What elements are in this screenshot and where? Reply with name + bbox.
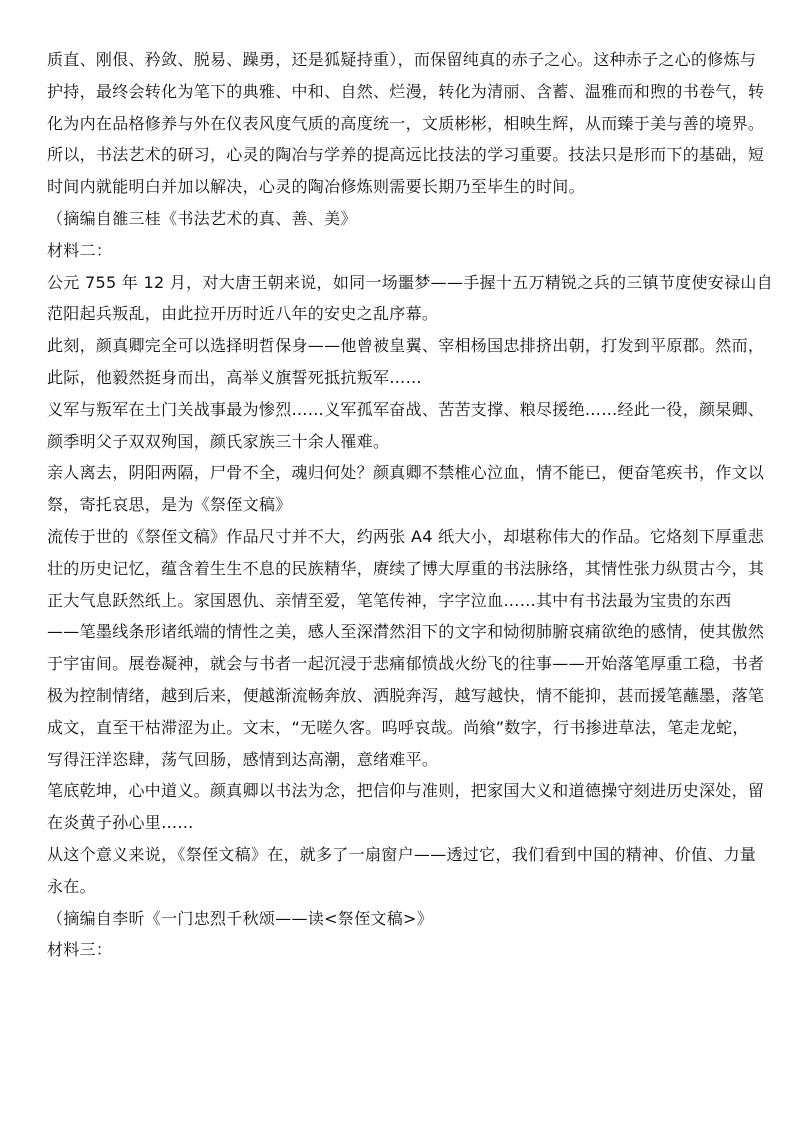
- document-page: [47, 44, 773, 966]
- section-heading: 材料二：: [47, 240, 113, 260]
- text-line: 祭，寄托哀思，是为《祭侄文稿》: [47, 495, 292, 515]
- text-line: 此际，他毅然挺身而出，高举义旗誓死抵抗叛军……: [47, 367, 422, 387]
- text-line: 壮的历史记忆，蕴含着生生不息的民族精华，赓续了博大厚重的书法脉络，其情性张力纵贯古今，其: [47, 558, 765, 578]
- text-line: 范阳起兵叛乱，由此拉开历时近八年的安史之乱序幕。: [47, 304, 439, 324]
- text-line: 时间内就能明白并加以解决，心灵的陶冶修炼则需要长期乃至毕生的时间。: [47, 177, 585, 197]
- section-heading: 材料三：: [47, 940, 113, 960]
- text-line: 流传于世的《祭侄文稿》作品尺寸并不大，约两张 A4 纸大小，却堪称伟大的作品。它烙刻下厚重悲: [47, 526, 765, 546]
- text-line: 此刻，颜真卿完全可以选择明哲保身——他曾被皇翼、宰相杨国忠排挤出朝，打发到平原郡。然而，: [47, 336, 765, 356]
- text-line: 永在。: [47, 876, 96, 896]
- text-line: 在炎黄子孙心里……: [47, 813, 194, 833]
- source-citation: （摘编自雒三桂《书法艺术的真、善、美》: [47, 208, 357, 228]
- text-line: 公元 755 年 12 月，对大唐王朝来说，如同一场噩梦——手握十五万精锐之兵的三镇节度使安禄山自: [47, 272, 773, 292]
- text-line: 护持，最终会转化为笔下的典雅、中和、自然、烂漫，转化为清丽、含蓄、温雅而和煦的书卷气，转: [47, 81, 765, 101]
- text-line: ——笔墨线条形诸纸端的情性之美，感人至深潸然泪下的文字和恸彻肺腑哀痛欲绝的感情，使其傲然: [47, 622, 765, 642]
- text-line: 所以，书法艺术的研习，心灵的陶冶与学养的提高远比技法的学习重要。技法只是形而下的基础，短: [47, 145, 765, 165]
- text-line: 写得汪洋恣肆，荡气回肠，感情到达高潮，意绪难平。: [47, 749, 439, 769]
- text-line: 笔底乾坤，心中道义。颜真卿以书法为念，把信仰与准则，把家国大义和道德操守刻进历史深处，留: [47, 781, 765, 801]
- text-line: 成文，直至干枯滞涩为止。文末，“无嗟久客。呜呼哀哉。尚飨”数字，行书掺进草法，笔走龙蛇，: [47, 717, 749, 737]
- source-citation: （摘编自李昕《一门忠烈千秋颂——读<祭侄文稿>》: [47, 908, 434, 928]
- text-line: 从这个意义来说，《祭侄文稿》在，就多了一扇窗户——透过它，我们看到中国的精神、价值、力量: [47, 844, 757, 864]
- text-line: 颜季明父子双双殉国，颜氏家族三十余人罹难。: [47, 431, 390, 451]
- text-line: 化为内在品格修养与外在仪表风度气质的高度统一，文质彬彬，相映生辉，从而臻于美与善的境界。: [47, 113, 765, 133]
- text-line: 正大气息跃然纸上。家国恩仇、亲情至爱，笔笔传神，字字泣血……其中有书法最为宝贵的东西: [47, 590, 732, 610]
- text-line: 质直、刚佷、矜敛、脱易、躁勇，还是狐疑持重），而保留纯真的赤子之心。这种赤子之心的修炼与: [47, 50, 757, 69]
- text-line: 义军与叛军在土门关战事最为惨烈……义军孤军奋战、苦苦支撑、粮尽援绝……经此一役，颜杲卿、: [47, 399, 765, 419]
- text-line: 极为控制情绪，越到后来，便越渐流畅奔放、洒脱奔泻，越写越快，情不能抑，甚而援笔蘸墨，落笔: [47, 685, 765, 705]
- text-line: 于宇宙间。展卷凝神，就会与书者一起沉浸于悲痛郁愤战火纷飞的往事——开始落笔厚重工稳，书者: [47, 654, 765, 674]
- text-line: 亲人离去，阴阳两隔，尸骨不全，魂归何处？颜真卿不禁椎心泣血，情不能已，便奋笔疾书，作文以: [47, 463, 765, 483]
